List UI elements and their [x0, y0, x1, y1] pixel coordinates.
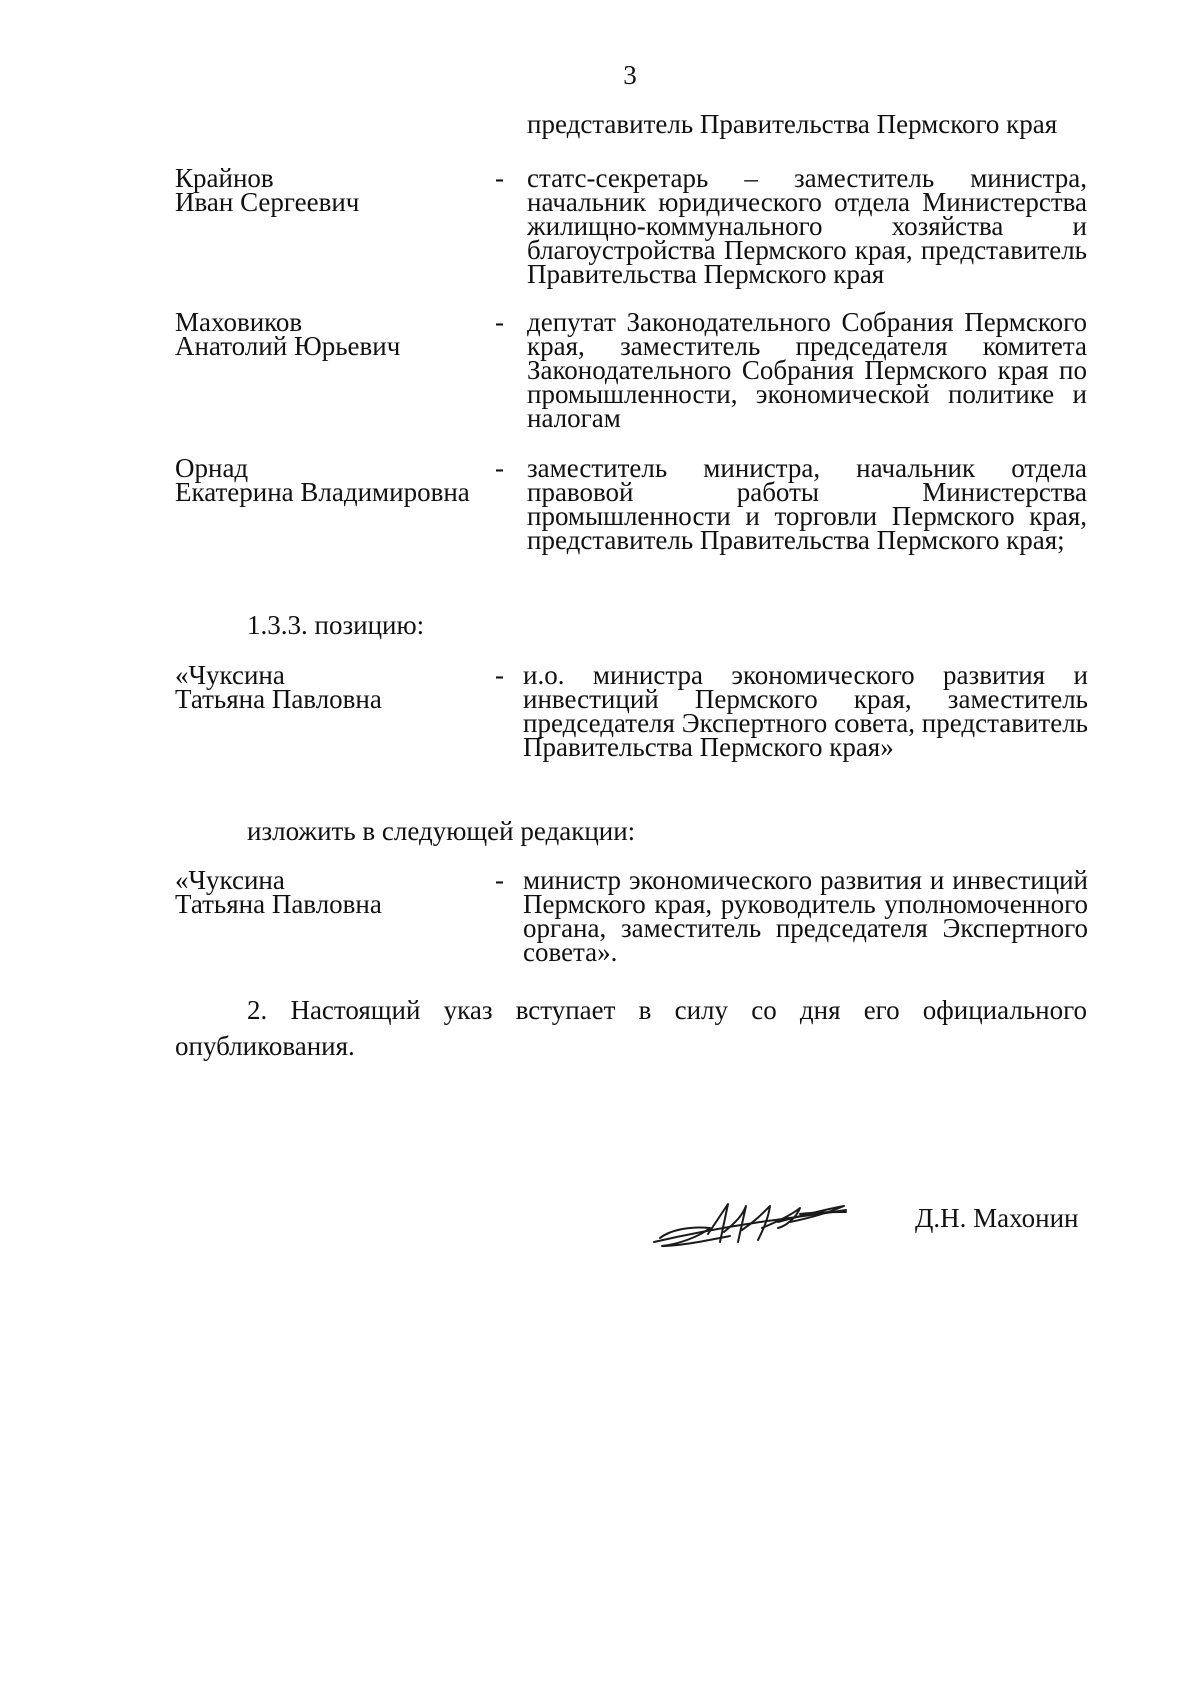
entry-dash: -	[495, 660, 504, 690]
entry-dash: -	[495, 163, 504, 193]
member-given-names: Татьяна Павловна	[175, 889, 382, 919]
page-number: 3	[623, 60, 637, 90]
member-surname: Крайнов	[175, 163, 274, 193]
member-given-names: Екатерина Владимировна	[175, 477, 470, 507]
signature-image	[650, 1192, 850, 1252]
member-name	[175, 865, 475, 919]
entry-dash: -	[495, 453, 504, 483]
member-position: и.о. министра экономического развития и инвестиций Пермского края, заместитель председателя Экспертного совета, представитель Правительства Пермского края»	[523, 660, 1088, 762]
member-position: министр экономического развития и инвестиций Пермского края, руководитель уполномоченного органа, заместитель председателя Экспертного совета».	[523, 865, 1088, 967]
member-given-names: Анатолий Юрьевич	[175, 331, 401, 361]
member-surname: «Чуксина	[175, 865, 285, 895]
member-name	[175, 453, 475, 507]
member-position: депутат Законодательного Собрания Пермского края, заместитель председателя комитета Законодательного Собрания Пермского края по промышленности, экономической политике и налогам	[527, 307, 1087, 433]
entry-dash: -	[495, 307, 504, 337]
member-position: статс-секретарь – заместитель министра, начальник юридического отдела Министерства жилищно-коммунального хозяйства и благоустройства Пермского края, представитель Правительства Пермского края	[527, 163, 1087, 289]
member-surname: Орнад	[175, 453, 249, 483]
member-name	[175, 163, 475, 217]
section-label: 1.3.3. позицию:	[247, 610, 425, 640]
entry-dash: -	[495, 865, 504, 895]
member-surname: Маховиков	[175, 307, 303, 337]
replace-label: изложить в следующей редакции:	[247, 816, 636, 846]
signer-name: Д.Н. Махонин	[915, 1203, 1079, 1233]
member-name	[175, 660, 475, 714]
member-position: заместитель министра, начальник отдела правовой работы Министерства промышленности и торговли Пермского края, представитель Правительства Пермского края;	[527, 453, 1087, 555]
continuation-line: представитель Правительства Пермского края	[527, 109, 1058, 139]
member-given-names: Иван Сергеевич	[175, 187, 360, 217]
final-paragraph: 2. Настоящий указ вступает в силу со дня его официального опубликования.	[175, 995, 1087, 1061]
member-name	[175, 307, 475, 361]
member-given-names: Татьяна Павловна	[175, 684, 382, 714]
member-surname: «Чуксина	[175, 660, 285, 690]
